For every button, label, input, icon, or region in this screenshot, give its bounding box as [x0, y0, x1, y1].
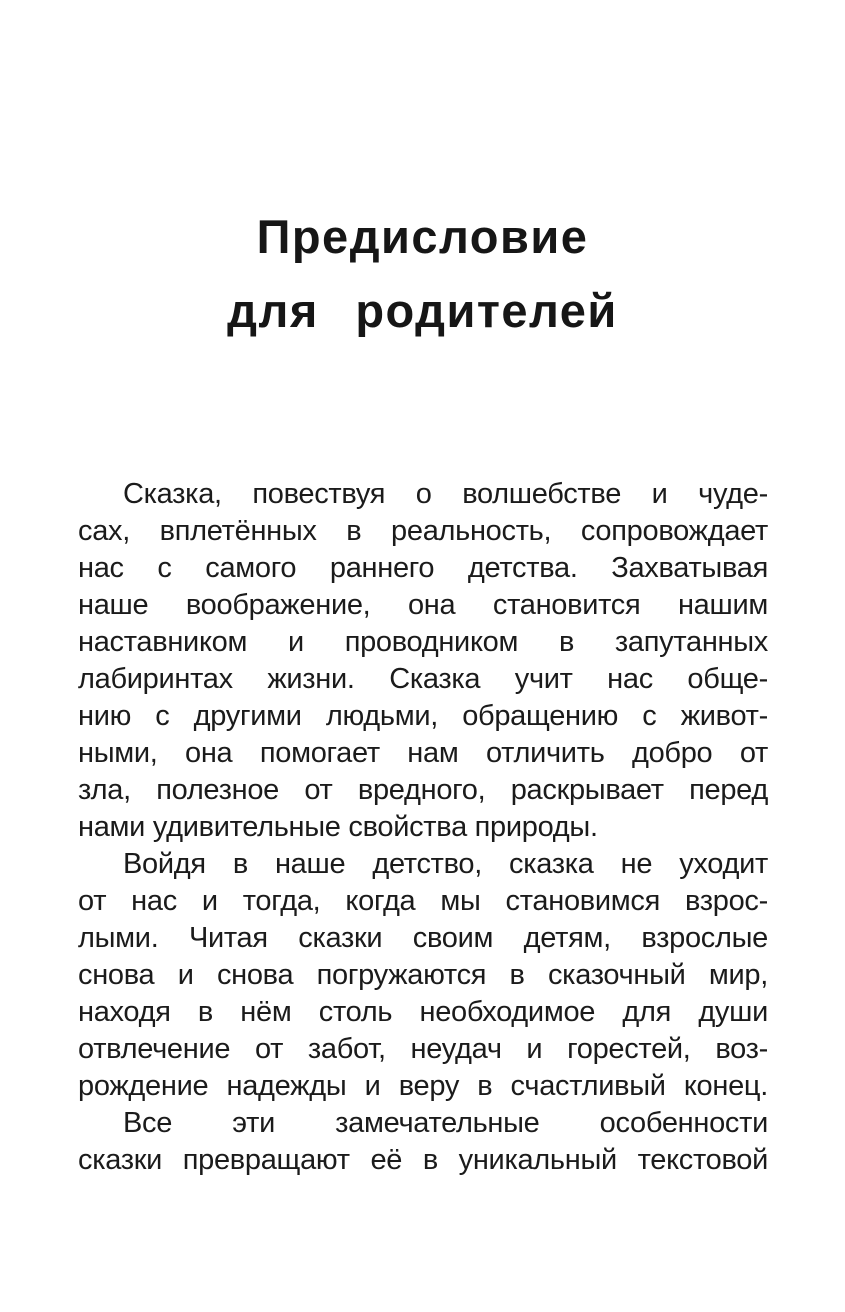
text-line: нами удивительные свойства природы. — [78, 811, 598, 843]
chapter-title-line-2: для родителей — [227, 284, 618, 337]
text-line: сах, вплетённых в реальность, сопровождает — [78, 515, 768, 547]
chapter-title — [0, 0, 845, 348]
text-line: лабиринтах жизни. Сказка учит нас обще- — [78, 663, 768, 695]
text-line: нас с самого раннего детства. Захватывая — [78, 552, 768, 584]
chapter-title-line-1: Предисловие — [256, 210, 589, 263]
text-line: Войдя в наше детство, сказка не уходит — [123, 848, 768, 880]
text-line: зла, полезное от вредного, раскрывает перед — [78, 774, 768, 806]
text-line: ными, она помогает нам отличить добро от — [78, 737, 768, 769]
text-line: наставником и проводником в запутанных — [78, 626, 768, 658]
text-line: наше воображение, она становится нашим — [78, 589, 768, 621]
body-text — [78, 476, 768, 1179]
text-line: отвлечение от забот, неудач и горестей, воз- — [78, 1033, 768, 1065]
text-line: Сказка, повествуя о волшебстве и чуде- — [123, 478, 768, 510]
text-line: нию с другими людьми, обращению с живот- — [78, 700, 768, 732]
text-line: находя в нём столь необходимое для души — [78, 996, 768, 1028]
text-line: Все эти замечательные особенности — [123, 1107, 768, 1139]
text-line: снова и снова погружаются в сказочный мир, — [78, 959, 768, 991]
text-line: от нас и тогда, когда мы становимся взрос- — [78, 885, 768, 917]
text-line: сказки превращают её в уникальный текстовой — [78, 1144, 768, 1176]
text-line: рождение надежды и веру в счастливый конец. — [78, 1070, 768, 1102]
text-line: лыми. Читая сказки своим детям, взрослые — [78, 922, 768, 954]
